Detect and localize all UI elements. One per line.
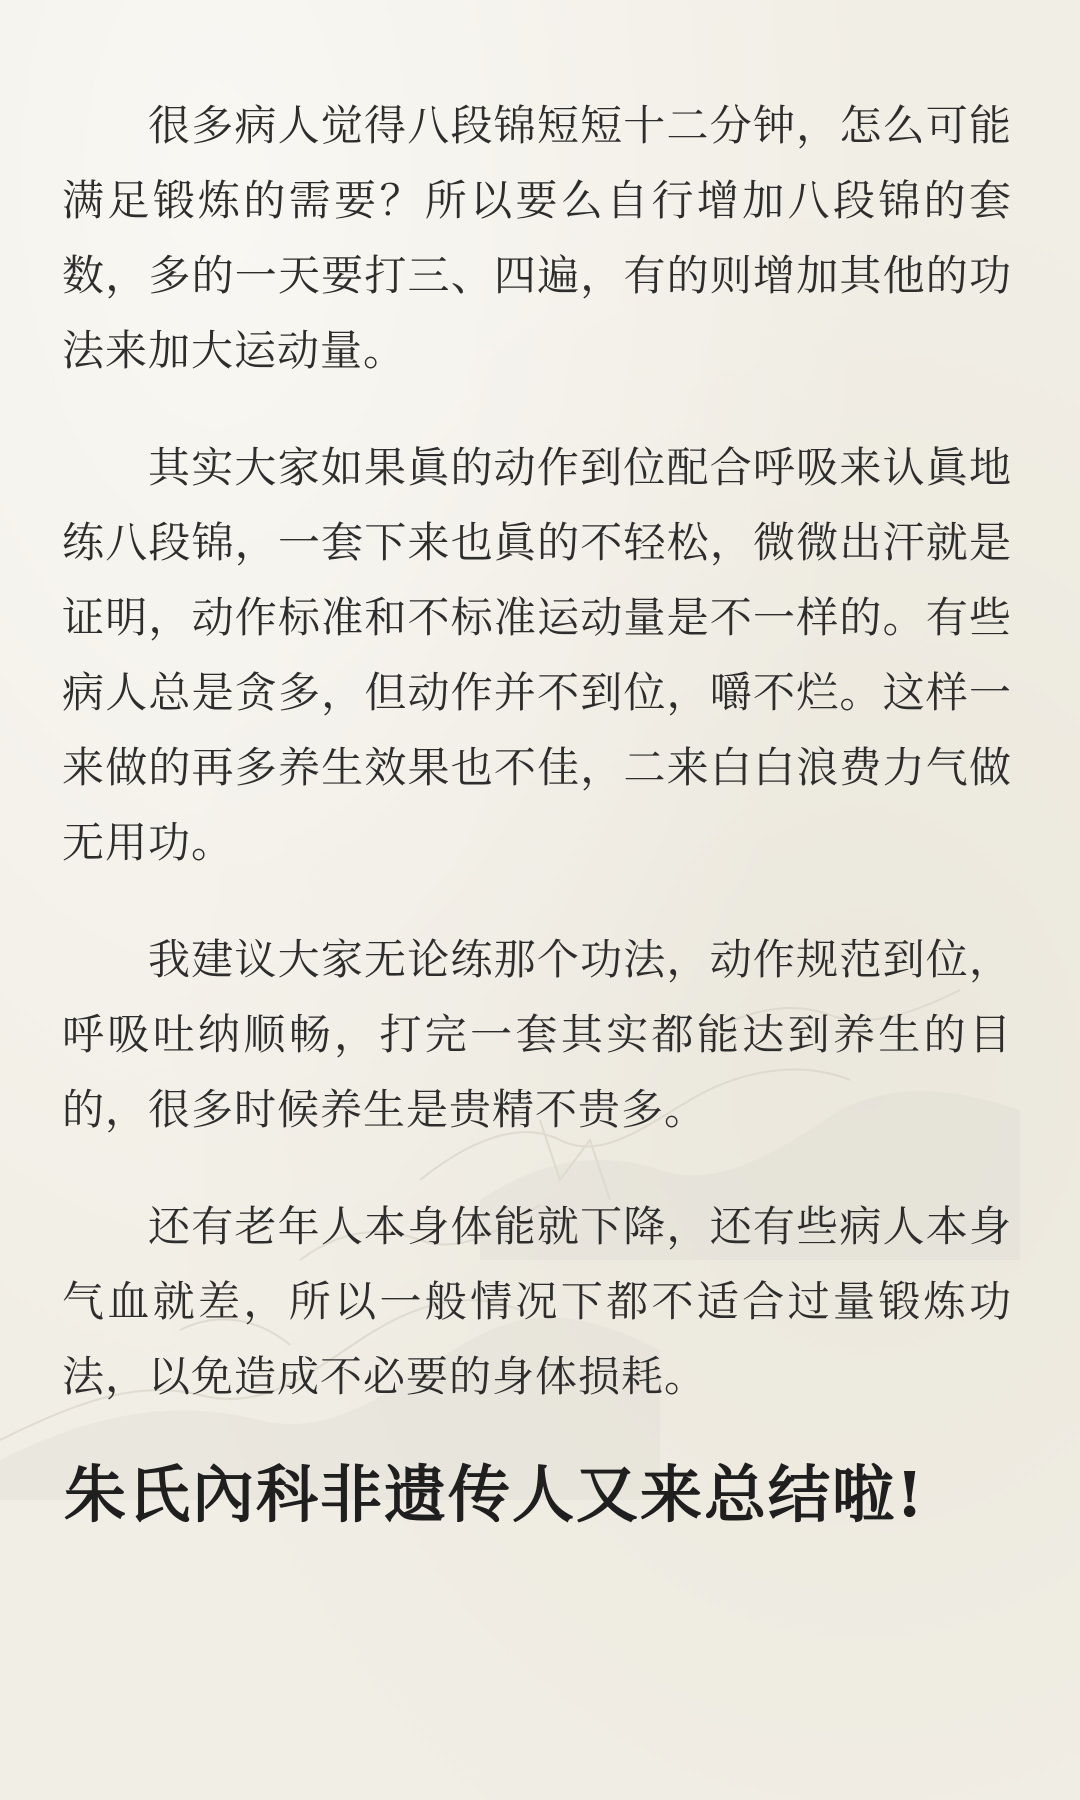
article-body (62, 88, 1012, 1456)
paragraph-1: 很多病人觉得八段锦短短十二分钟，怎么可能满足锻炼的需要？所以要么自行增加八段锦的套数，多的一天要打三、四遍，有的则增加其他的功法来加大运动量。 (62, 101, 1012, 375)
paragraph-4: 还有老年人本身体能就下降，还有些病人本身气血就差，所以一般情况下都不适合过量锻炼功法，以免造成不必要的身体损耗。 (62, 1202, 1012, 1401)
paragraph-3: 我建议大家无论练那个功法，动作规范到位，呼吸吐纳顺畅，打完一套其实都能达到养生的目的，很多时候养生是贵精不贵多。 (62, 935, 1012, 1134)
paragraph-2: 其实大家如果眞的动作到位配合呼吸来认眞地练八段锦，一套下来也眞的不轻松，微微出汗就是证明，动作标准和不标准运动量是不一样的。有些病人总是贪多，但动作并不到位，嚼不烂。这样一来做的再多养生效果也不佳，二来白白浪费力气做无用功。 (62, 443, 1012, 867)
calligraphy-headline: 朱氏內科非遗传人又来总结啦! (64, 1458, 926, 1531)
